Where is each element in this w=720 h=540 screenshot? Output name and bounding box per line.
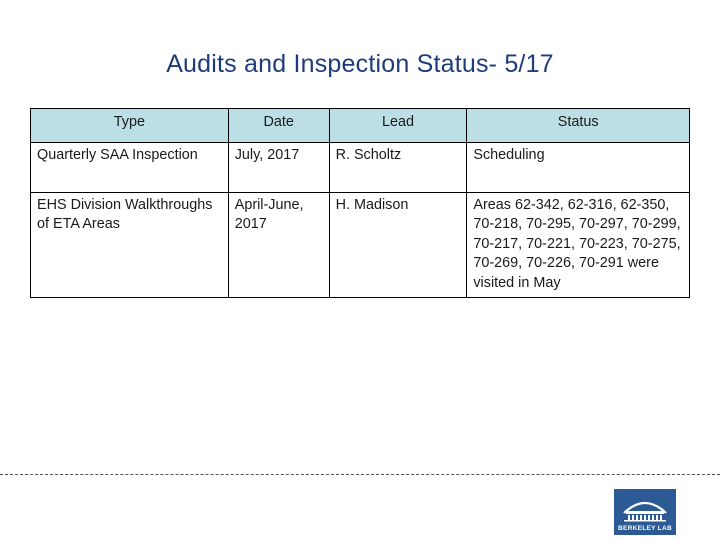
header-date: Date [228, 109, 329, 143]
lab-building-icon [614, 489, 676, 525]
cell-date: July, 2017 [228, 143, 329, 193]
cell-lead: H. Madison [329, 193, 467, 298]
cell-date: April-June, 2017 [228, 193, 329, 298]
cell-type: EHS Division Walkthroughs of ETA Areas [31, 193, 229, 298]
cell-lead: R. Scholtz [329, 143, 467, 193]
berkeley-lab-logo [614, 489, 676, 535]
slide-title: Audits and Inspection Status- 5/17 [166, 50, 554, 78]
audit-status-table [30, 108, 690, 298]
table-row [31, 143, 690, 193]
cell-status: Areas 62-342, 62-316, 62-350, 70-218, 70-295, 70-297, 70-299, 70-217, 70-221, 70-223, 70-275, 70-269, 70-226, 70-291 were visited in May [467, 193, 690, 298]
header-type: Type [31, 109, 229, 143]
table-header-row [31, 109, 690, 143]
logo-text: BERKELEY LAB [617, 525, 673, 532]
header-lead: Lead [329, 109, 467, 143]
cell-type: Quarterly SAA Inspection [31, 143, 229, 193]
footer-divider [0, 474, 720, 475]
cell-status: Scheduling [467, 143, 690, 193]
header-status: Status [467, 109, 690, 143]
table-row [31, 193, 690, 298]
